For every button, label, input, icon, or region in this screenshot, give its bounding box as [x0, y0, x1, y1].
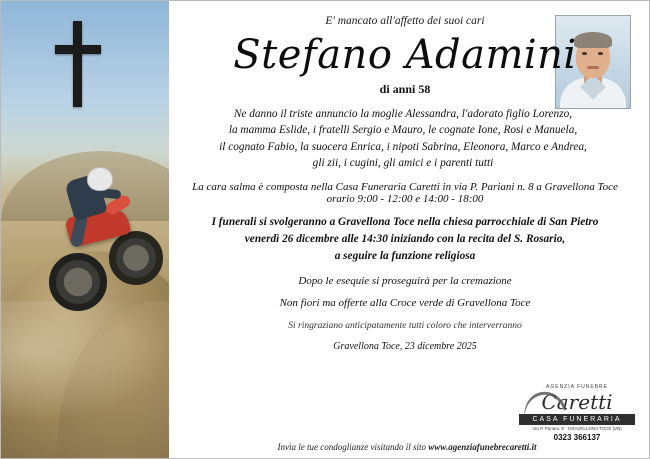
intro-line: E' mancato all'affetto dei suoi cari — [325, 15, 485, 27]
viewing-info — [183, 181, 627, 205]
logo-phone: 0323 366137 — [553, 433, 601, 442]
rider-silhouette — [43, 169, 153, 319]
dust-cloud — [1, 301, 169, 421]
flowers-note: Non fiori ma offerte alla Croce verde di Gravellona Toce — [279, 297, 531, 310]
announcement-line-1: Ne danno il triste annuncio la moglie Alessandra, l'adorato figlio Lorenzo, — [233, 107, 573, 120]
announcement-paragraph — [183, 106, 623, 172]
rider-helmet — [87, 167, 113, 191]
agency-logo — [519, 384, 635, 442]
viewing-line-1: La cara salma è composta nella Casa Funeraria Caretti in via P. Pariani n. 8 a Gravellona Toce — [192, 181, 618, 194]
footer-text: Invia le tue condoglianze visitando il sito — [277, 442, 429, 452]
viewing-line-2: orario 9:00 - 12:00 e 14:00 - 18:00 — [326, 193, 484, 206]
front-wheel — [109, 231, 163, 285]
rear-wheel — [49, 253, 107, 311]
logo-brand-name: Caretti — [541, 390, 613, 414]
logo-address: Via P. Pariani, 8 - GRAVELLONA TOCE (VB) — [532, 426, 622, 431]
footer-line — [177, 442, 637, 452]
place-and-date: Gravellona Toce, 23 dicembre 2025 — [333, 341, 477, 353]
funeral-line-3: a seguire la funzione religiosa — [334, 250, 476, 263]
funeral-info — [183, 214, 627, 265]
logo-subtitle: CASA FUNERARIA — [519, 414, 635, 425]
announcement-line-3: il cognato Fabio, la suocera Enrica, i nipoti Sabrina, Eleonora, Marco e Andrea, — [219, 140, 587, 153]
funeral-line-1: I funerali si svolgeranno a Gravellona Toce nella chiesa parrocchiale di San Pietro — [211, 216, 599, 229]
funeral-line-2: venerdì 26 dicembre alle 14:30 iniziando con la recita del S. Rosario, — [244, 233, 566, 246]
logo-tagline: AGENZIA FUNEBRE — [546, 384, 608, 390]
cross-horizontal-bar — [55, 45, 101, 54]
deceased-age: di anni 58 — [379, 81, 431, 96]
cross-icon — [55, 21, 101, 107]
cremation-note: Dopo le esequie si proseguirà per la cremazione — [298, 275, 512, 288]
announcement-line-4: gli zii, i cugini, gli amici e i parenti tutti — [312, 156, 494, 169]
motocross-rider-photo — [1, 1, 169, 459]
website-link[interactable]: www.agenziafunebrecaretti.it — [428, 442, 537, 452]
thanks-note: Si ringraziano anticipatamente tutti coloro che interverranno — [288, 321, 522, 332]
deceased-name: Stefano Adamini — [233, 32, 577, 78]
announcement-line-2: la mamma Eslide, i fratelli Sergio e Mauro, le cognate Ione, Rosi e Manuela, — [228, 124, 578, 137]
cross-vertical-bar — [73, 21, 82, 107]
